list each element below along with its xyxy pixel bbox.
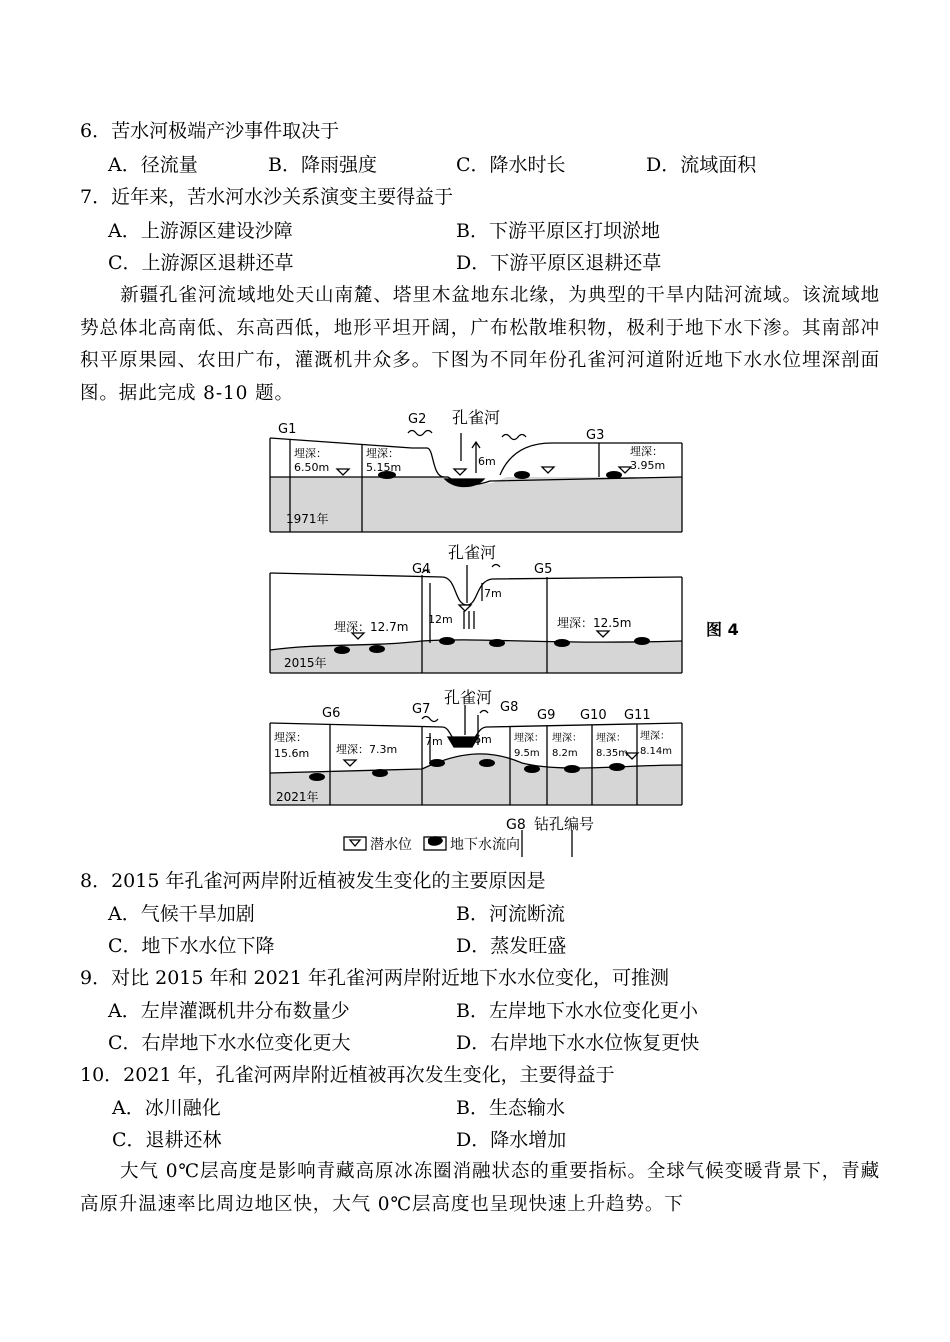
q7-option-c: C．上游源区退耕还草 (108, 252, 294, 274)
q6-option-a: A．径流量 (108, 154, 198, 176)
intro-text: 新疆孔雀河流域地处天山南麓、塔里木盆地东北缘，为典型的干旱内陆河流域。该流域地势总体北高南低、东高西低，地形平坦开阔，广布松散堆积物，极利于地下水下渗。其南部冲积平原果园、农田广布，灌溉机井众多。下图为不同年份孔雀河河道附近地下水水位埋深剖面图。据此完成 8-10 题。 (80, 285, 880, 404)
outro-text: 大气 0℃层高度是影响青藏高原冰冻圈消融状态的重要指标。全球气候变暖背景下，青藏高原升温速率比周边地区快，大气 0℃层高度也呈现快速上升趋势。下 (80, 1161, 880, 1215)
q7-option-a: A．上游源区建设沙障 (108, 220, 293, 242)
q10-option-c: C．退耕还林 (112, 1129, 222, 1151)
well-g8: G8 (500, 700, 519, 715)
legend-water-table: 潜水位 (370, 837, 412, 853)
legend-flow: 地下水流向 (450, 837, 520, 853)
depth-g9: 9.5m (514, 748, 540, 759)
depth-label-g11: 埋深： (640, 731, 670, 742)
river-depth-2015: 7m (484, 587, 502, 600)
q8-option-a: A．气候干旱加剧 (108, 903, 255, 925)
depth-label-mid: 埋深： (366, 447, 399, 460)
well-g10: G10 (580, 708, 607, 723)
well-g1: G1 (278, 422, 297, 437)
depth-label-g9: 埋深： (514, 733, 544, 744)
q9-option-a: A．左岸灌溉机井分布数量少 (108, 1000, 350, 1022)
well-g9: G9 (537, 708, 556, 723)
depth-label-g10: 埋深： (552, 733, 582, 744)
depth-g6: 15.6m (274, 747, 310, 760)
depth-label-g3: 埋深： (630, 445, 663, 458)
legend-well-label: 钻孔编号 (534, 815, 595, 833)
depth-mid: 5.15m (366, 461, 402, 474)
legend-well-example: G8 (506, 817, 526, 833)
left-depth-2015: 12m (428, 613, 453, 626)
depth-g10: 8.2m (552, 748, 578, 759)
q8-option-d: D．蒸发旺盛 (456, 935, 567, 957)
depth-g5: 埋深：12.5m (557, 616, 632, 630)
q9-option-b: B．左岸地下水水位变化更小 (456, 1000, 698, 1022)
q7-option-d: D．下游平原区退耕还草 (456, 252, 662, 274)
q10-option-d: D．降水增加 (456, 1129, 567, 1151)
q9-option-d: D．右岸地下水水位恢复更快 (456, 1032, 700, 1054)
q6-option-d: D．流域面积 (646, 154, 757, 176)
year-1971: 1971年 (286, 512, 329, 526)
q8-option-b: B．河流断流 (456, 903, 565, 925)
question-8-stem: 8．2015 年孔雀河两岸附近植被发生变化的主要原因是 (80, 870, 546, 892)
q9-option-c: C．右岸地下水水位变化更大 (108, 1032, 351, 1054)
depth-label-g1: 埋深： (294, 447, 327, 460)
river-depth-2021: 6m (474, 733, 492, 746)
well-g11: G11 (624, 708, 651, 723)
well-g4: G4 (412, 562, 431, 577)
depth-g11: 8.14m (640, 746, 673, 757)
outro-paragraph (80, 1156, 880, 1221)
question-9-stem: 9．对比 2015 年和 2021 年孔雀河两岸附近地下水水位变化，可推测 (80, 967, 669, 989)
figure-label: 图 4 (706, 620, 739, 639)
question-7-stem: 7．近年来，苦水河水沙关系演变主要得益于 (80, 186, 454, 208)
panel-1971 (270, 431, 682, 533)
depth-g1: 6.50m (294, 461, 330, 474)
depth-2021-mid: 埋深：7.3m (336, 743, 398, 756)
question-6-stem: 6．苦水河极端产沙事件取决于 (80, 120, 340, 142)
depth-g10b: 8.35m (596, 748, 629, 759)
well-g5: G5 (534, 562, 553, 577)
intro-paragraph (80, 280, 880, 410)
depth-label-g10b: 埋深： (596, 733, 626, 744)
q8-option-c: C．地下水水位下降 (108, 935, 275, 957)
depth-label-g6: 埋深： (274, 731, 307, 744)
year-2021: 2021年 (276, 790, 319, 804)
well-g6: G6 (322, 706, 341, 721)
groundwater-profile-figure (262, 405, 762, 860)
q6-option-c: C．降水时长 (456, 154, 566, 176)
q10-option-a: A．冰川融化 (112, 1097, 221, 1119)
q7-option-b: B．下游平原区打坝淤地 (456, 220, 660, 242)
river-depth-1971: 6m (478, 455, 496, 468)
q6-option-b: B．降雨强度 (268, 154, 377, 176)
river-name-2015: 孔雀河 (448, 543, 497, 562)
well-g7: G7 (412, 702, 431, 717)
question-10-stem: 10．2021 年，孔雀河两岸附近植被再次发生变化，主要得益于 (80, 1064, 615, 1086)
depth-g3: 3.95m (630, 459, 666, 472)
year-2015: 2015年 (284, 656, 327, 670)
well-g2: G2 (408, 412, 427, 427)
g7-depth: 7m (425, 735, 443, 748)
river-name-1971: 孔雀河 (452, 408, 501, 427)
q10-option-b: B．生态输水 (456, 1097, 565, 1119)
well-g3: G3 (586, 428, 605, 443)
depth-g4: 埋深：12.7m (334, 620, 409, 634)
river-name-2021: 孔雀河 (444, 688, 493, 707)
